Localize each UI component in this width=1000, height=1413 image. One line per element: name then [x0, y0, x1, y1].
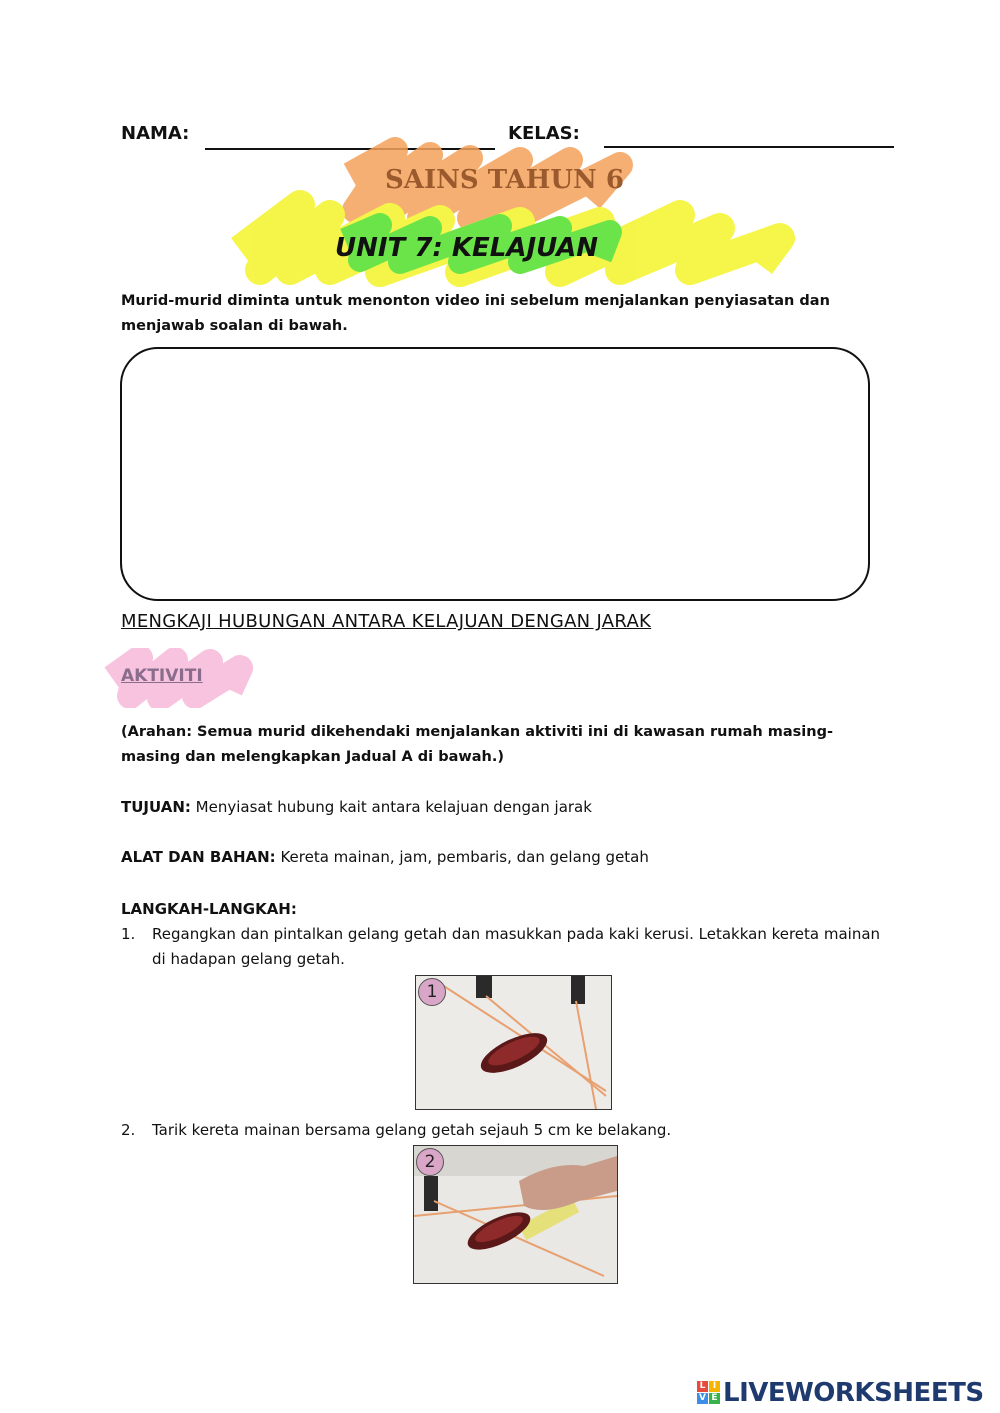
- unit-title: UNIT 7: KELAJUAN: [335, 233, 598, 263]
- step-2-number: 2.: [121, 1121, 136, 1139]
- step-1-number: 1.: [121, 925, 136, 943]
- section-heading: MENGKAJI HUBUNGAN ANTARA KELAJUAN DENGAN JARAK: [121, 611, 652, 632]
- photo-1-badge: 1: [418, 978, 446, 1006]
- step-2-photo: [413, 1145, 618, 1284]
- name-label: NAMA:: [121, 123, 190, 144]
- logo-mark: [697, 1381, 721, 1405]
- materials-text: Kereta mainan, jam, pembaris, dan gelang getah: [280, 848, 649, 866]
- materials-row: [121, 845, 891, 870]
- logo-letter-v: V: [697, 1393, 708, 1404]
- step-2-text: Tarik kereta mainan bersama gelang getah sejauh 5 cm ke belakang.: [152, 1121, 672, 1139]
- aim-text: Menyiasat hubung kait antara kelajuan dengan jarak: [195, 798, 592, 816]
- steps-label: LANGKAH-LANGKAH:: [121, 900, 297, 918]
- brand-name: LIVEWORKSHEETS: [723, 1378, 984, 1408]
- photo-2-badge: 2: [416, 1148, 444, 1176]
- step-1-photo: [415, 975, 612, 1110]
- logo-letter-e: E: [709, 1393, 720, 1404]
- activity-label: AKTIVITI: [121, 666, 203, 686]
- class-label: KELAS:: [508, 123, 580, 144]
- intro-text: Murid-murid diminta untuk menonton video ini sebelum menjalankan penyiasatan dan menjawab soalan di bawah.: [121, 293, 830, 334]
- logo-letter-l: L: [697, 1381, 708, 1392]
- step-1-text: Regangkan dan pintalkan gelang getah dan masukkan pada kaki kerusi. Letakkan kereta mainan di hadapan gelang getah.: [152, 925, 881, 968]
- logo-letter-i: I: [709, 1381, 720, 1392]
- video-box[interactable]: [120, 347, 870, 601]
- instruction-text: (Arahan: Semua murid dikehendaki menjalankan aktiviti ini di kawasan rumah masing-masing dan melengkapkan Jadual A di bawah.): [121, 724, 833, 765]
- photo-2-illustration: [414, 1146, 617, 1283]
- materials-label: ALAT DAN BAHAN:: [121, 848, 276, 866]
- aim-label: TUJUAN:: [121, 798, 191, 816]
- subject-title: SAINS TAHUN 6: [385, 165, 624, 195]
- aim-row: [121, 795, 891, 820]
